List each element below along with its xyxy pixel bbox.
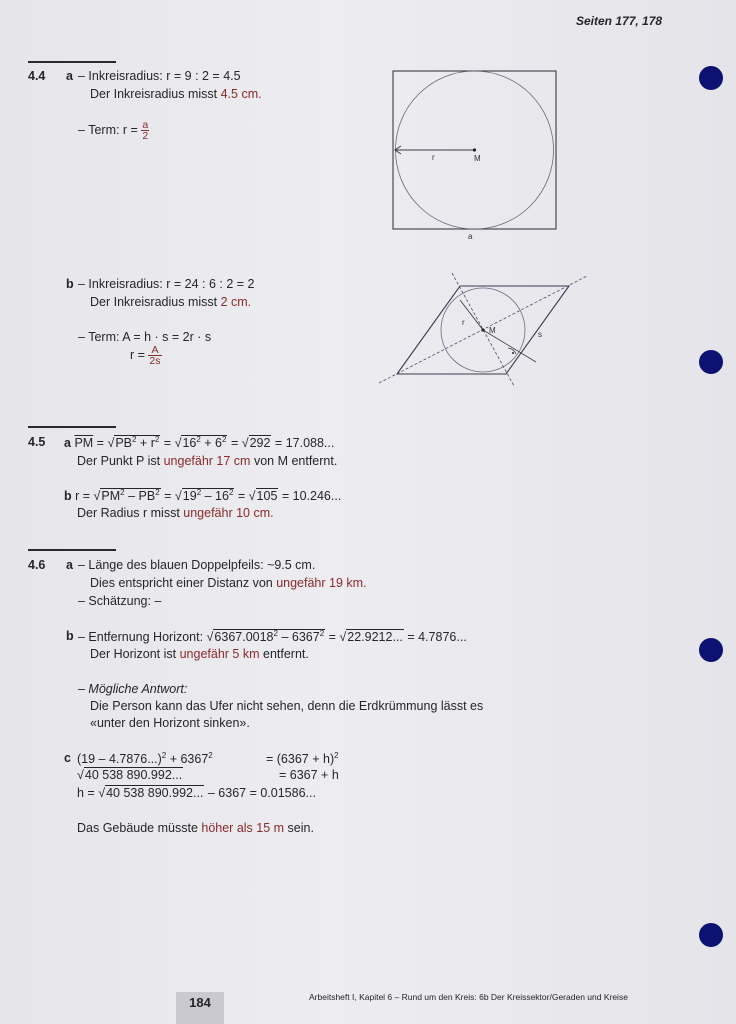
page-number: 184 <box>176 992 224 1024</box>
solution-line: Dies entspricht einer Distanz von ungefähr 19 km. <box>90 576 367 590</box>
section-divider <box>28 426 116 428</box>
part-label: a <box>66 69 73 83</box>
section-divider <box>28 549 116 551</box>
incircle-square-figure <box>388 66 562 244</box>
solution-line: Der Horizont ist ungefähr 5 km entfernt. <box>90 647 309 661</box>
section-divider <box>28 61 116 63</box>
binder-hole <box>699 923 723 947</box>
formula-line: – Entfernung Horizont: $√6367.0018^2 - 6367^2 = √22.9212$... = 4.7876... <box>78 629 467 645</box>
formula-line: = 6367 + h <box>279 768 339 782</box>
solution-line: Der Punkt P ist ungefähr 17 cm von M entfernt. <box>77 454 338 468</box>
binder-hole <box>699 66 723 90</box>
binder-hole <box>699 638 723 662</box>
term-formula: r = $\frac{A}{2s}$ <box>130 344 161 367</box>
angle-dot <box>512 352 514 354</box>
formula-line: = $(6367 + h)^2$ <box>266 751 339 767</box>
part-label: c <box>64 751 71 765</box>
answer-heading: – Mögliche Antwort: <box>78 682 188 696</box>
term-formula: – Term: A = h · s = 2r · s <box>78 330 212 344</box>
solution-line: Der Radius r misst ungefähr 10 cm. <box>77 506 274 520</box>
formula-line: a $\overline{PM} = √PB^2 + r^2 = √16^2 + 6^2 = √292 = 17.088$... <box>64 435 335 451</box>
solution-line: – Schätzung: – <box>78 594 162 608</box>
footer-text: Arbeitsheft I, Kapitel 6 – Rund um den Kreis: 6b Der Kreissektor/Geraden und Kreise <box>309 992 628 1002</box>
exercise-number: 4.5 <box>28 435 46 449</box>
solution-line: – Inkreisradius: r = 24 : 6 : 2 = 2 <box>78 277 255 291</box>
solution-line: Der Inkreisradius misst 2 cm. <box>90 295 252 309</box>
binder-hole <box>699 350 723 374</box>
formula-line: b $r = √PM^2 - \overline{PB}^2 = √19^2 - 16^2 = √105 = 10.246$... <box>64 488 342 504</box>
solution-line: – Inkreisradius: r = 9 : 2 = 4.5 <box>78 69 241 83</box>
center-point <box>473 148 476 151</box>
page-reference: Seiten 177, 178 <box>576 14 663 28</box>
side-label: a <box>468 232 473 241</box>
formula-line: √40 538 890.992... <box>77 768 183 782</box>
answer-text: «unter den Horizont sinken». <box>90 716 250 730</box>
term-formula: – Term: r = $\frac{a}{2}$ <box>78 119 149 142</box>
part-label: b <box>66 277 74 291</box>
side-label: s <box>538 330 542 339</box>
exercise-number: 4.6 <box>28 558 46 572</box>
center-label: M <box>474 154 481 163</box>
conclusion-line: Das Gebäude müsste höher als 15 m sein. <box>77 821 314 835</box>
center-point <box>481 328 484 331</box>
radius-label: r <box>432 153 435 162</box>
formula-line: h = √40 538 890.992... – 6367 = 0.01586... <box>77 786 316 800</box>
formula-line: $(19 - 4.7876...)^2 + 6367^2$ <box>77 751 213 767</box>
answer-text: Die Person kann das Ufer nicht sehen, denn die Erdkrümmung lässt es <box>90 699 484 713</box>
part-label: b <box>66 629 74 643</box>
exercise-number: 4.4 <box>28 69 46 83</box>
incircle-rhombus-figure <box>376 270 592 388</box>
center-label: M <box>489 326 496 335</box>
solution-line: Der Inkreisradius misst 4.5 cm. <box>90 87 262 101</box>
radius-label: r <box>462 318 465 327</box>
part-label: a <box>66 558 73 572</box>
solution-line: – Länge des blauen Doppelpfeils: ~9.5 cm. <box>78 558 316 572</box>
